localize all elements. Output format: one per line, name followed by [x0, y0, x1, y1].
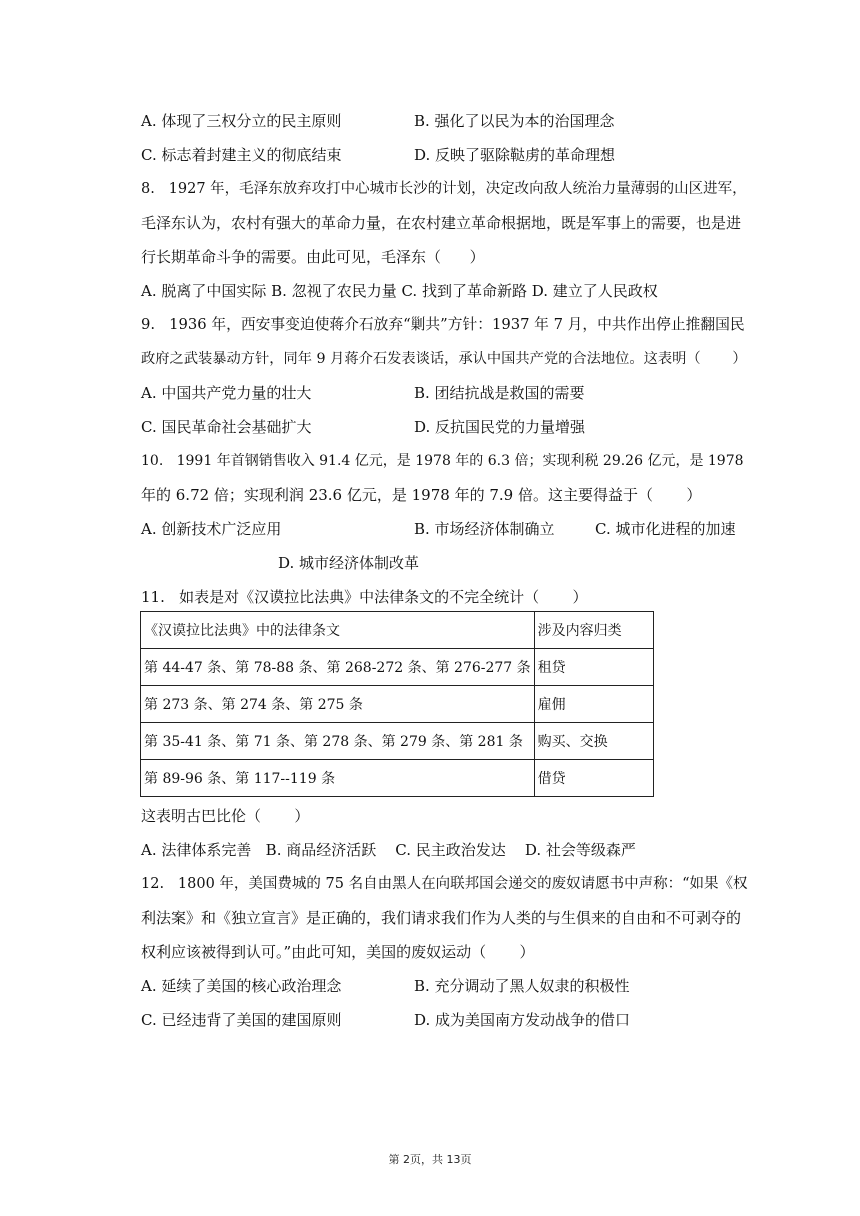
q11-after-table: 这表明古巴比伦（ ）: [141, 807, 310, 825]
table-header-row: [141, 612, 654, 649]
q9-option-d: D. 反抗国民党的力量增强: [414, 418, 586, 436]
q10-stem-line-1: 10. 1991 年首钢销售收入 91.4 亿元，是 1978 年的 6.3 倍；实现利税 29.26 亿元，是 1978: [141, 453, 744, 469]
table-cell-articles: 第 89-96 条、第 117--119 条: [141, 760, 535, 797]
q10-option-c: C. 城市化进程的加速: [595, 520, 736, 538]
q7-option-a: A. 体现了三权分立的民主原则: [141, 112, 342, 130]
q9-stem-line-1: 9. 1936 年，西安事变迫使蒋介石放弃“剿共”方针：1937 年 7 月，中共作出停止推翻国民: [141, 316, 745, 333]
table-cell-articles: 第 44-47 条、第 78-88 条、第 268-272 条、第 276-277 条: [141, 649, 535, 686]
q12-stem-line-1: 12. 1800 年，美国费城的 75 名自由黑人在向联邦国会递交的废奴请愿书中声称：“如果《权: [141, 876, 748, 892]
q10-stem-line-2: 年的 6.72 倍；实现利润 23.6 亿元，是 1978 年的 7.9 倍。这主要得益于（ ）: [141, 486, 702, 504]
table-row: [141, 649, 654, 686]
table-header-cell: 《汉谟拉比法典》中的法律条文: [141, 612, 535, 649]
q10-option-a: A. 创新技术广泛应用: [141, 520, 282, 538]
q10-option-d: D. 城市经济体制改革: [278, 554, 420, 572]
table-cell-category: 借贷: [534, 760, 653, 797]
q9-option-b: B. 团结抗战是救国的需要: [414, 384, 585, 402]
q11-stem: 11. 如表是对《汉谟拉比法典》中法律条文的不完全统计（ ）: [141, 588, 588, 606]
q8-stem-line-2: 毛泽东认为，农村有强大的革命力量，在农村建立革命根据地，既是军事上的需要，也是进: [141, 214, 742, 232]
table-row: [141, 760, 654, 797]
q12-option-c: C. 已经违背了美国的建国原则: [141, 1011, 342, 1029]
table-cell-category: 雇佣: [534, 686, 653, 723]
law-articles-table: [140, 611, 654, 797]
q9-option-a: A. 中国共产党力量的壮大: [141, 384, 312, 402]
table-row: [141, 723, 654, 760]
table-cell-articles: 第 273 条、第 274 条、第 275 条: [141, 686, 535, 723]
q9-option-c: C. 国民革命社会基础扩大: [141, 418, 312, 436]
table-row: [141, 686, 654, 723]
q7-option-b: B. 强化了以民为本的治国理念: [414, 112, 615, 130]
q10-option-b: B. 市场经济体制确立: [414, 520, 555, 538]
q8-stem-line-1: 8. 1927 年，毛泽东放弃攻打中心城市长沙的计划，决定改向敌人统治力量薄弱的山区进军，: [141, 181, 747, 197]
q7-option-d: D. 反映了驱除鞑虏的革命理想: [414, 146, 616, 164]
q7-option-c: C. 标志着封建主义的彻底结束: [141, 146, 342, 164]
q12-stem-line-2: 利法案》和《独立宣言》是正确的，我们请求我们作为人类的与生俱来的自由和不可剥夺的: [141, 909, 742, 927]
q9-stem-line-2: 政府之武装暴动方针，同年 9 月蒋介石发表谈话，承认中国共产党的合法地位。这表明（ ）: [141, 351, 747, 367]
table-cell-category: 购买、交换: [534, 723, 653, 760]
q12-option-b: B. 充分调动了黑人奴隶的积极性: [414, 977, 630, 995]
q8-stem-line-3: 行长期革命斗争的需要。由此可见，毛泽东（ ）: [141, 248, 485, 266]
page-number-footer: 第 2页，共 13页: [388, 1153, 472, 1166]
q12-stem-line-3: 权利应该被得到认可。”由此可知，美国的废奴运动（ ）: [141, 943, 535, 961]
table-cell-category: 租贷: [534, 649, 653, 686]
q12-option-a: A. 延续了美国的核心政治理念: [141, 977, 342, 995]
table-cell-articles: 第 35-41 条、第 71 条、第 278 条、第 279 条、第 281 条: [141, 723, 535, 760]
q11-options: A. 法律体系完善 B. 商品经济活跃 C. 民主政治发达 D. 社会等级森严: [141, 841, 636, 859]
q8-options: A. 脱离了中国实际 B. 忽视了农民力量 C. 找到了革命新路 D. 建立了人民政权: [141, 282, 658, 300]
table-header-cell: 涉及内容归类: [534, 612, 653, 649]
q12-option-d: D. 成为美国南方发动战争的借口: [414, 1011, 631, 1029]
